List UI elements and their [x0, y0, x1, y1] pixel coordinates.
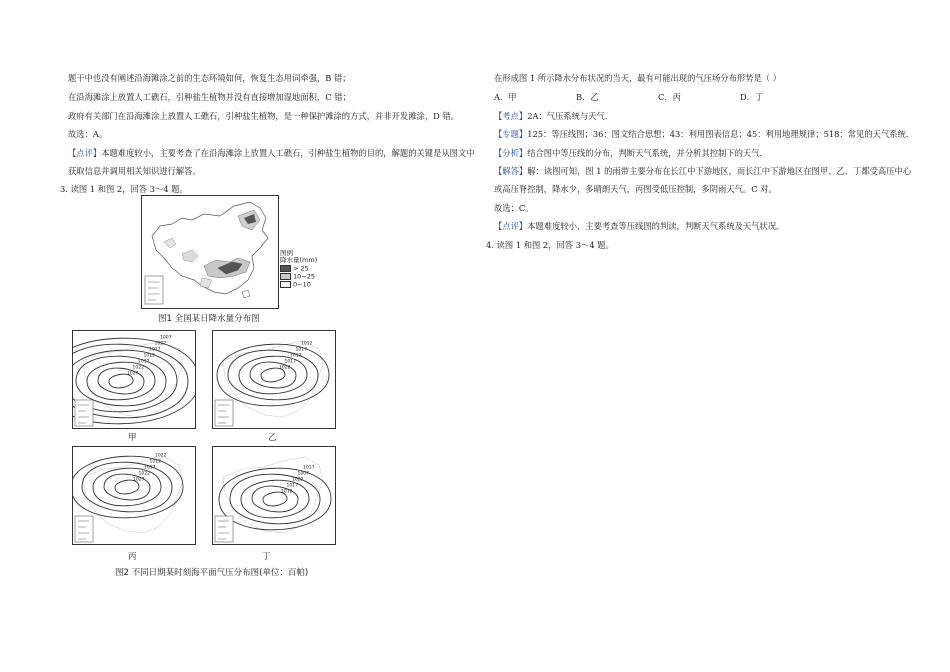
dianping-text: 本题难度较小，主要考查等压线图的判读，判断天气系统及天气状况。	[527, 221, 785, 231]
inset-map-box	[215, 400, 233, 426]
jieda-tag: 【解答】	[494, 166, 528, 176]
kaodian-text: 2A：气压系统与天气．	[527, 111, 614, 121]
panel-label: 丁	[262, 552, 271, 562]
isobar-panel	[72, 330, 196, 429]
isobar-value-label: 1027	[133, 477, 145, 483]
isobar-value-label: 1012	[281, 489, 293, 495]
isobar-value-label: 1022	[155, 453, 167, 459]
panel-label: 乙	[268, 433, 277, 443]
text-line: 或高压脊控制，降水少，多晴朗天气，丙图受低压控制，多阴雨天气。C 对。	[494, 184, 777, 194]
inset-map-box	[215, 516, 233, 542]
isobar-line	[219, 468, 331, 530]
isobar-value-label: 1007	[160, 335, 172, 341]
isobar-value-label: 1017	[286, 483, 298, 489]
isobar-line	[217, 344, 329, 406]
comment-text: 本题难度较小，主要考查了在沿海滩涂上放置人工礁石，引种盐生植物的目的，解题的关键是从图文中	[101, 148, 475, 158]
panel-label: 丙	[128, 552, 137, 562]
isobar-value-label: 1017	[295, 347, 307, 353]
isobar-value-label: 1017	[138, 359, 150, 365]
legend-item: 10~25	[280, 273, 317, 281]
isobar-value-label: 1017	[284, 359, 296, 365]
isobar-map-svg	[73, 331, 195, 428]
legend-item: 0~10	[280, 281, 317, 289]
isobar-panel	[72, 446, 196, 545]
isobar-line	[230, 474, 320, 524]
isobar-value-label: 1012	[149, 459, 161, 465]
zhuanti-text: 125：等压线图；36：图文结合思想；43：利用图表信息；45：利用地理规律；518：常见的天气系统．	[527, 129, 915, 139]
text-line: 在沿海滩涂上放置人工礁石，引种盐生植物并没有直接增加湿地面积，C 错；	[68, 92, 351, 102]
isobar-value-label: 1017	[303, 465, 315, 471]
inset-map-box	[75, 400, 93, 426]
isobar-line	[76, 356, 166, 406]
isobar-value-label: 1022	[138, 471, 150, 477]
isobar-map-svg	[213, 331, 335, 428]
isobar-panel	[212, 446, 336, 545]
isobar-panel	[212, 330, 336, 429]
text-line: 获取信息并调用相关知识进行解答。	[68, 166, 201, 176]
text-line: 题干中也没有阐述沿海滩涂之前的生态环境如何，恢复生态用词牵强，B 错；	[68, 73, 351, 83]
isobar-line	[82, 462, 172, 512]
isobar-value-label: 1007	[297, 471, 309, 477]
china-map-svg	[142, 196, 278, 308]
dianping-line	[494, 222, 784, 230]
legend-item: > 25	[280, 265, 317, 273]
kaodian-line	[494, 112, 613, 120]
fenxi-line	[494, 149, 768, 157]
isobar-map-svg	[213, 447, 335, 544]
jieda-line	[494, 167, 911, 175]
isobar-value-label: 1022	[154, 341, 166, 347]
jieda-text: 解：读图可知，图 1 的雨带主要分布在长江中下游地区，而长江中下游地区在图甲、乙、丁都受高压中心	[527, 166, 912, 176]
question-4-stem: 4. 读图 1 和图 2，回答 3～4 题。	[486, 240, 614, 250]
figure1-map	[141, 195, 279, 309]
comment-line	[68, 149, 475, 157]
isobar-value-label: 1017	[149, 347, 161, 353]
option-c: C．丙	[658, 92, 681, 102]
fenxi-tag: 【分析】	[494, 148, 528, 158]
kaodian-tag: 【考点】	[494, 111, 528, 121]
question-3-stem: 3. 读图 1 和图 2，回答 3～4 题。	[60, 184, 188, 194]
answer-line: 故选：C。	[494, 203, 534, 213]
figure1-legend	[280, 250, 317, 289]
zhuanti-line	[494, 130, 914, 138]
legend-swatch-medium	[280, 273, 291, 280]
legend-swatch-heavy	[280, 265, 291, 272]
options-row	[494, 93, 822, 101]
isobar-line	[228, 350, 318, 400]
isobar-value-label: 1022	[132, 365, 144, 371]
figure1-caption: 图1 全国某日降水量分布图	[158, 314, 260, 324]
isobar-value-label: 1017	[144, 465, 156, 471]
isobar-value-label: 1012	[143, 353, 155, 359]
dianping-tag: 【点评】	[494, 221, 528, 231]
comment-tag: 【点评】	[68, 148, 102, 158]
isobar-value-label: 1022	[279, 365, 291, 371]
zhuanti-tag: 【专题】	[494, 129, 528, 139]
isobar-value-label: 1012	[290, 353, 302, 359]
figure2-caption: 图2 不同日期某时刻海平面气压分布图(单位：百帕)	[115, 568, 309, 578]
isobar-map-svg	[73, 447, 195, 544]
option-b: B．乙	[576, 92, 599, 102]
fenxi-text: 结合图中等压线的分布，判断天气系统，并分析其控制下的天气．	[527, 148, 768, 158]
question-stem: 在形成图 1 所示降水分布状况的当天，最有可能出现的气压场分布形势是（ ）	[494, 73, 781, 83]
isobar-value-label: 1022	[292, 477, 304, 483]
panel-label: 甲	[128, 433, 137, 443]
text-line: 故选：A。	[68, 129, 108, 139]
option-a: A．甲	[494, 92, 517, 102]
legend-subtitle: 降水量(mm)	[280, 256, 318, 265]
inset-map-box	[75, 516, 93, 542]
text-line: 政府有关部门在沿海滩涂上放置人工礁石，引种盐生植物，是一种保护滩涂的方式，并非开发滩涂，D 错。	[68, 111, 459, 121]
legend-swatch-light	[280, 281, 291, 288]
isobar-value-label: 1027	[127, 371, 139, 377]
legend-title: 图例	[280, 249, 293, 257]
option-d: D．丁	[740, 92, 764, 102]
isobar-value-label: 1012	[301, 341, 313, 347]
